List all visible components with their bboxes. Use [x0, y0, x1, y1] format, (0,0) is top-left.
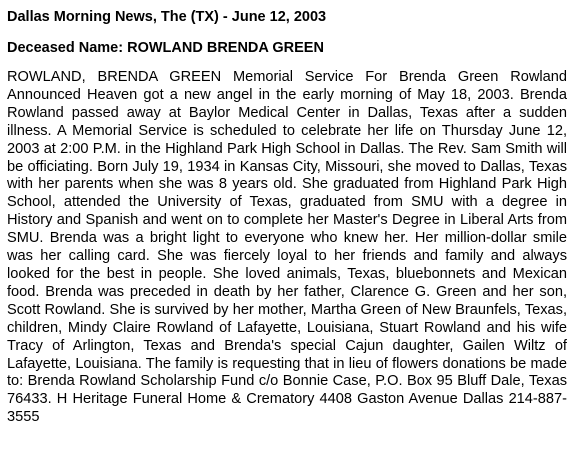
deceased-name: ROWLAND BRENDA GREEN — [127, 40, 324, 56]
obituary-text: ROWLAND, BRENDA GREEN Memorial Service For Brenda Green Rowland Announced Heaven got a new angel in the early morning of May 18, 2003. Brenda Rowland passed away at Baylor Medical Center in Dallas, Texas after a sudden illness. A Memorial Service is scheduled to celebrate her life on Thursday June 12, 2003 at 2:00 P.M. in the Highland Park High School in Dallas. The Rev. Sam Smith will be officiating. Born July 19, 1934 in Kansas City, Missouri, she moved to Dallas, Texas with her parents when she was 8 years old. She graduated from Highland Park High School, attended the University of Texas, graduated from SMU with a degree in History and Spanish and went on to complete her Master's Degree in Liberal Arts from SMU. Brenda was a bright light to everyone who knew her. Her million-dollar smile was her calling card. She was fiercely loyal to her friends and family and always looked for the best in people. She loved animals, Texas, bluebonnets and Mexican food. Brenda was preceded in death by her father, Clarence G. Green and her son, Scott Rowland. She is survived by her mother, Martha Green of New Braunfels, Texas, children, Mindy Claire Rowland of Lafayette, Louisiana, Stuart Rowland and his wife Tracy of Arlington, Texas and Brenda's special Cajun daughter, Gailen Wiltz of Lafayette, Louisiana. The family is requesting that in lieu of flowers donations be made to: Brenda Rowland Scholarship Fund c/o Bonnie Case, P.O. Box 95 Bluff Dale, Texas 76433. H Heritage Funeral Home & Crematory 4408 Gaston Avenue Dallas 214-887-3555 — [7, 69, 567, 426]
deceased-name-line — [7, 39, 567, 57]
publication-title: Dallas Morning News, The (TX) - June 12, 2003 — [7, 9, 327, 25]
deceased-label: Deceased Name: — [7, 40, 124, 56]
obituary-page — [7, 8, 567, 427]
